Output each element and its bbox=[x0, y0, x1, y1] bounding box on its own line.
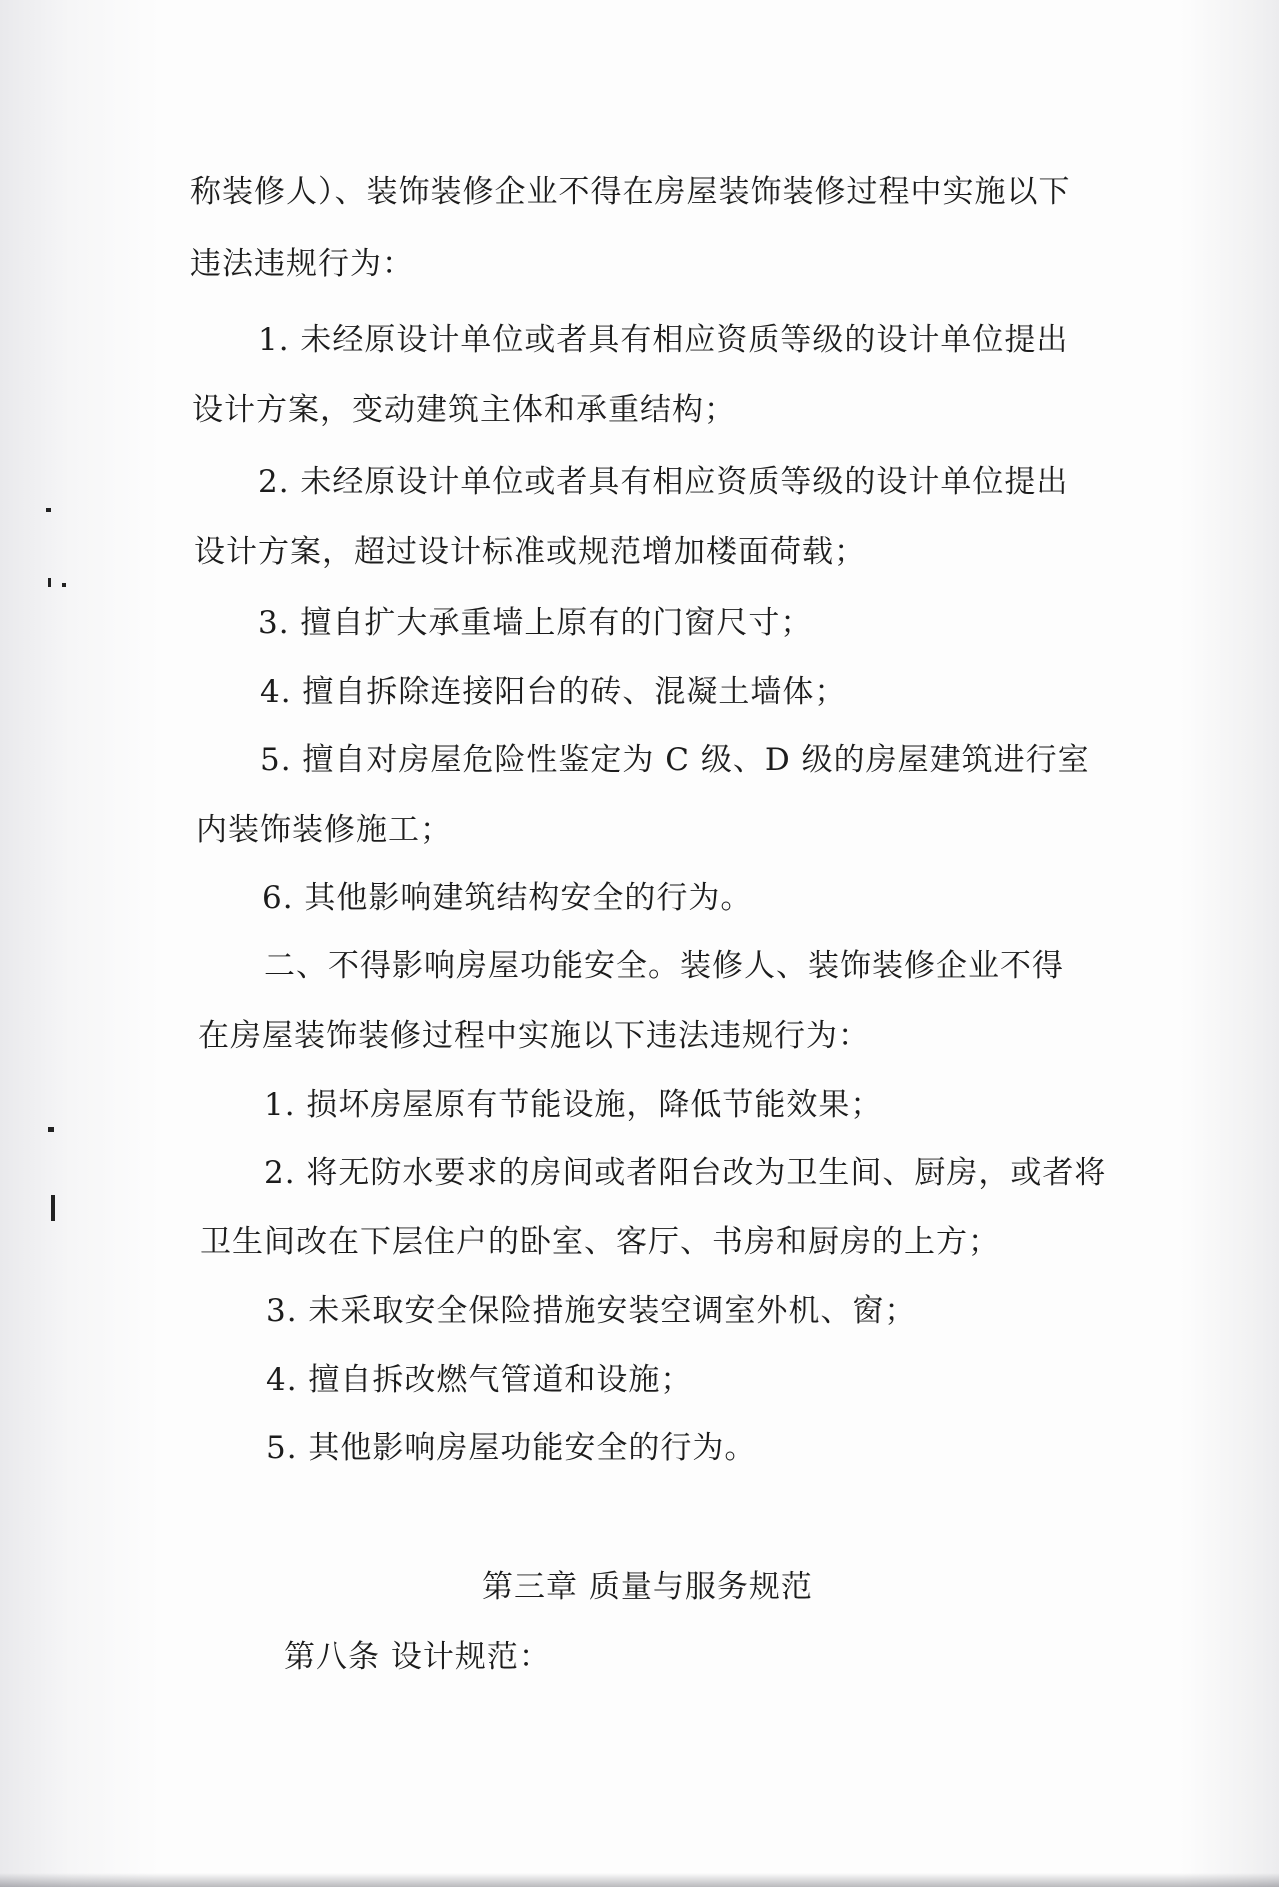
text-line: 5. 其他影响房屋功能安全的行为。 bbox=[266, 1430, 757, 1466]
text-line: 二、不得影响房屋功能安全。装修人、装饰装修企业不得 bbox=[264, 948, 1064, 984]
binding-hole-mark bbox=[48, 578, 51, 587]
page-edge-shadow bbox=[0, 1873, 1279, 1887]
text-line: 5. 擅自对房屋危险性鉴定为 C 级、D 级的房屋建筑进行室 bbox=[260, 742, 1090, 778]
chapter-heading: 第三章 质量与服务规范 bbox=[482, 1569, 813, 1605]
text-line: 卫生间改在下层住户的卧室、客厅、书房和厨房的上方； bbox=[200, 1224, 1000, 1260]
text-line: 1. 损坏房屋原有节能设施，降低节能效果； bbox=[264, 1087, 883, 1123]
article-heading: 第八条 设计规范： bbox=[284, 1639, 551, 1675]
binding-hole-mark bbox=[51, 1195, 55, 1221]
text-line: 设计方案，超过设计标准或规范增加楼面荷载； bbox=[194, 534, 866, 570]
text-line: 3. 擅自扩大承重墙上原有的门窗尺寸； bbox=[258, 605, 813, 641]
text-line: 设计方案，变动建筑主体和承重结构； bbox=[192, 392, 736, 428]
text-line: 在房屋装饰装修过程中实施以下违法违规行为： bbox=[198, 1018, 870, 1054]
binding-hole-mark bbox=[48, 1127, 54, 1132]
binding-hole-mark bbox=[46, 508, 51, 512]
text-line: 4. 擅自拆改燃气管道和设施； bbox=[266, 1362, 693, 1398]
text-line: 2. 未经原设计单位或者具有相应资质等级的设计单位提出 bbox=[258, 464, 1069, 500]
text-line: 称装修人）、装饰装修企业不得在房屋装饰装修过程中实施以下 bbox=[190, 174, 1071, 210]
text-line: 1. 未经原设计单位或者具有相应资质等级的设计单位提出 bbox=[258, 322, 1069, 358]
text-line: 6. 其他影响建筑结构安全的行为。 bbox=[262, 880, 753, 916]
text-line: 2. 将无防水要求的房间或者阳台改为卫生间、厨房，或者将 bbox=[264, 1155, 1107, 1191]
text-line: 3. 未采取安全保险措施安装空调室外机、窗； bbox=[266, 1293, 917, 1329]
text-line: 4. 擅自拆除连接阳台的砖、混凝土墙体； bbox=[260, 674, 847, 710]
binding-hole-mark bbox=[62, 583, 66, 587]
text-line: 违法违规行为： bbox=[190, 246, 414, 282]
text-line: 内装饰装修施工； bbox=[196, 812, 452, 848]
